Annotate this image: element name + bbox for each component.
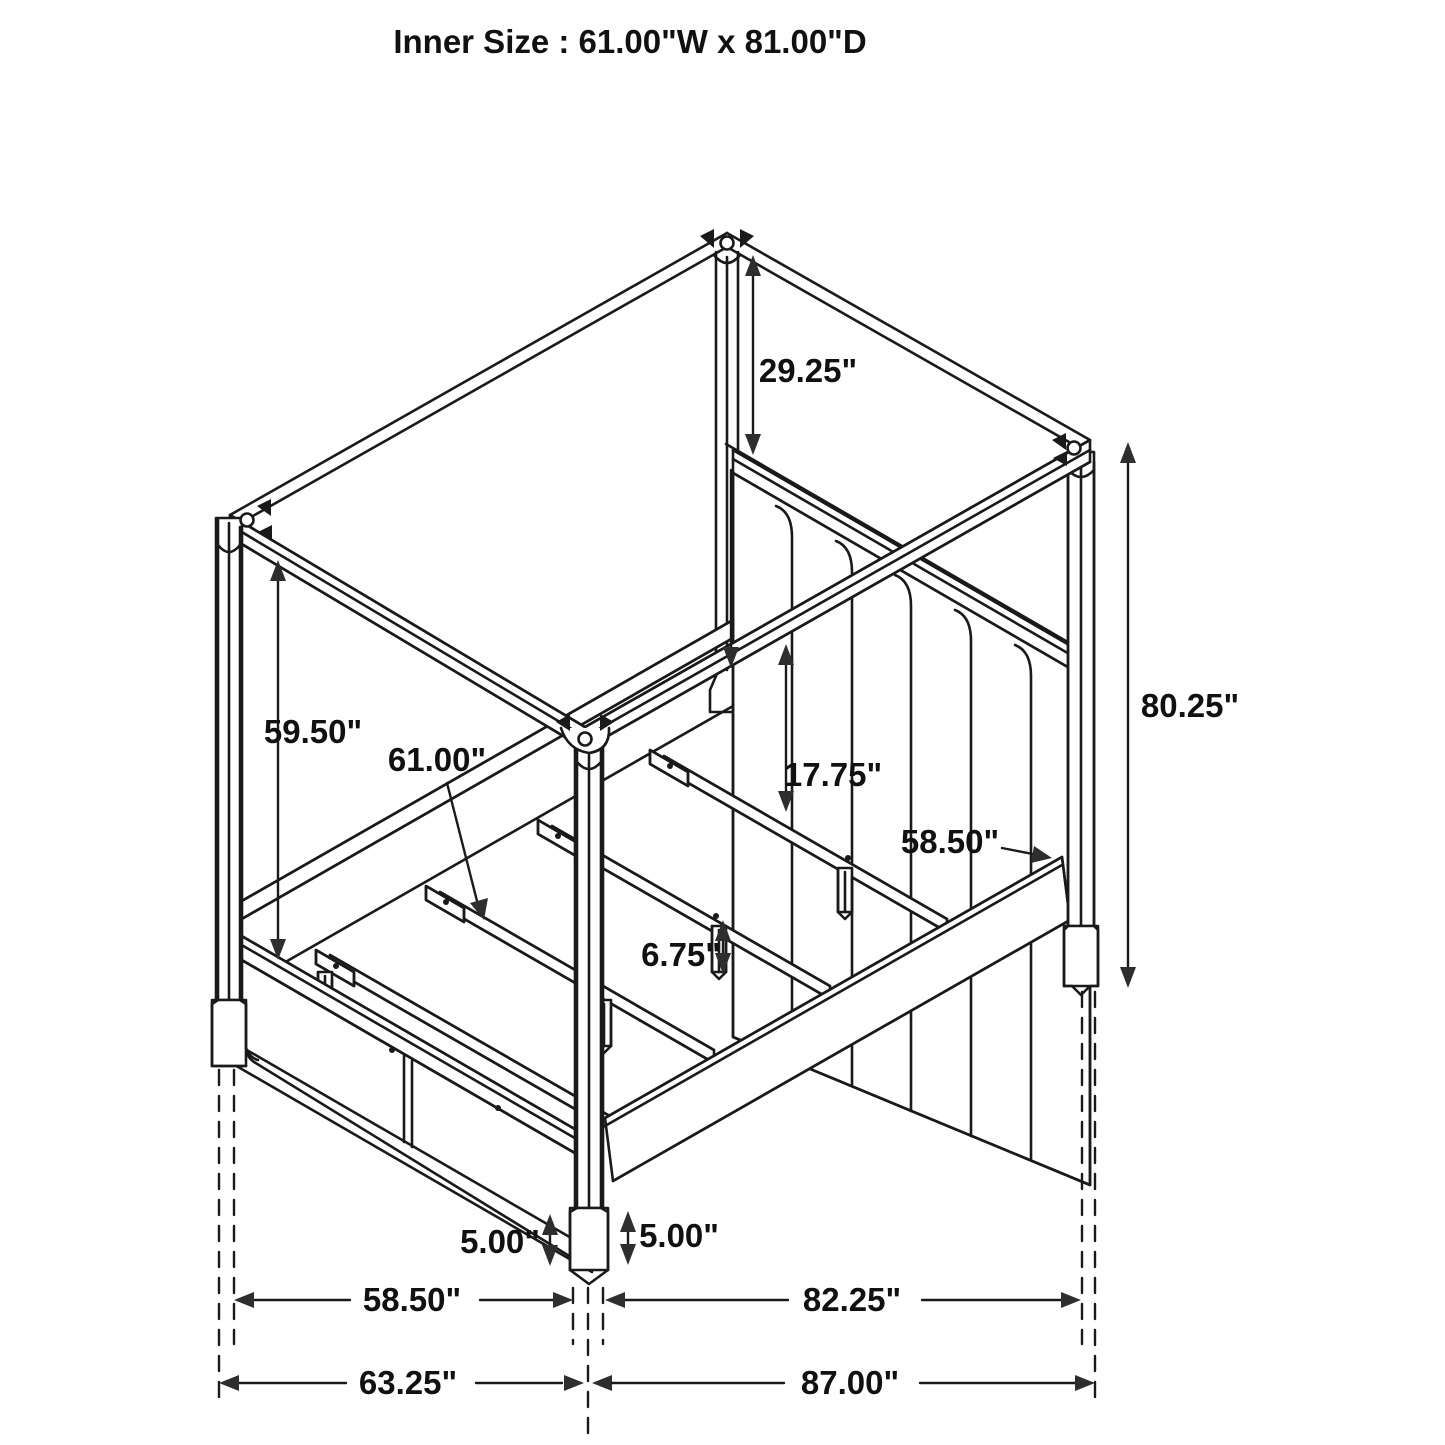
dimension-label-overall-length: 87.00" — [800, 1364, 900, 1401]
dimension-label-foot-height-right: 5.00" — [639, 1217, 719, 1254]
dimension-label-footboard-inner-width: 58.50" — [362, 1281, 462, 1318]
footboard — [233, 931, 592, 1272]
dimension-label-canopy-clearance-height: 29.25" — [758, 352, 858, 389]
dimension-label-slat-leg-height: 6.75" — [641, 936, 721, 973]
dimension-label-post-inner-height: 59.50" — [263, 713, 363, 750]
dimension-label-headboard-panel-height: 17.75" — [783, 756, 883, 793]
dimension-label-footboard-overall-width: 63.25" — [358, 1364, 458, 1401]
dimension-label-side-rail-length: 82.25" — [802, 1281, 902, 1318]
dimension-label-inner-width: 61.00" — [387, 741, 487, 778]
headboard-right-post — [1064, 452, 1098, 995]
dimension-label-headboard-width: 58.50" — [900, 823, 1000, 860]
front-post — [570, 738, 608, 1284]
page-title: Inner Size : 61.00"W x 81.00"D — [393, 23, 867, 60]
dimension-label-overall-height: 80.25" — [1140, 687, 1240, 724]
dimension-label-foot-height-left: 5.00" — [460, 1223, 540, 1260]
canopy-back-beams — [230, 233, 1090, 529]
